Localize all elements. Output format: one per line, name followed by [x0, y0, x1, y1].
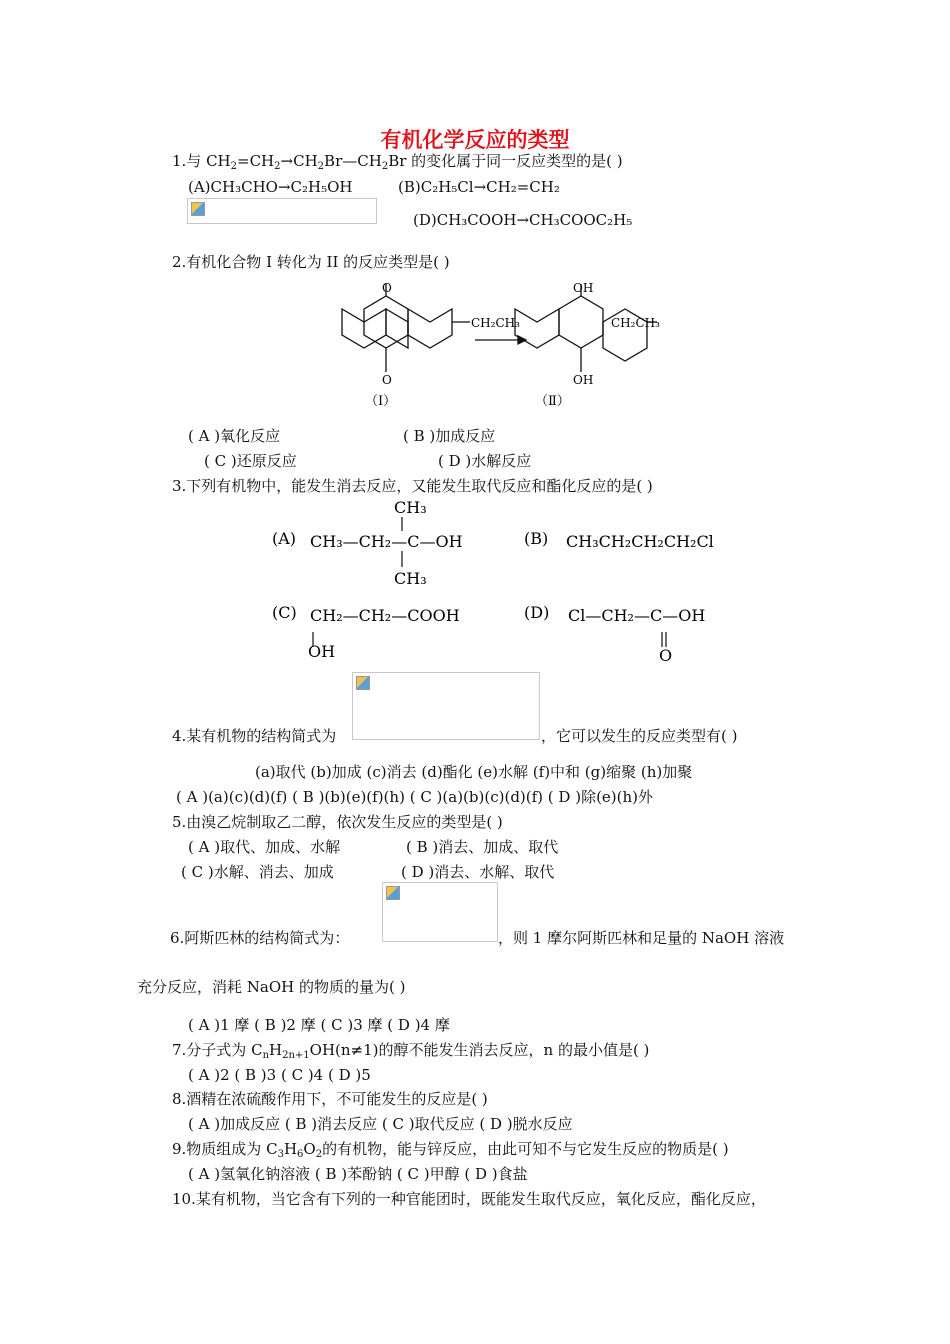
q2-option-a: ( A )氧化反应 [188, 427, 281, 445]
q1-stem: 1.与 $CH_2=CH_2\to CH_2Br—CH_2Br$ 的变化属于同一反应类型的是( ) [172, 152, 623, 172]
q3-A-main: CH₃—CH₂—C—OH [310, 532, 463, 551]
q5-option-d: ( D )消去、水解、取代 [401, 863, 555, 881]
q6-stem-a: 6.阿斯匹林的结构简式为： [170, 929, 350, 947]
broken-image-icon [386, 886, 400, 900]
q1-option-a: (A)CH₃CHO→C₂H₅OH [188, 178, 353, 196]
q3-A-ch3-top: CH₃ [394, 498, 427, 517]
q3-D-main: Cl—CH₂—C—OH [568, 606, 706, 625]
q3-D-label: (D) [524, 603, 550, 622]
q8-stem: 8.酒精在浓硫酸作用下，不可能发生的反应是( ) [172, 1090, 488, 1108]
hydroxyl-bottom: OH [573, 373, 594, 387]
q2-option-c: ( C )还原反应 [204, 452, 297, 470]
q2-option-b: ( B )加成反应 [403, 427, 496, 445]
q1-option-d: (D)CH₃COOH→CH₃COOC₂H₅ [413, 211, 633, 229]
q4-choices: ( A )(a)(c)(d)(f) ( B )(b)(e)(f)(h) ( C )(a)(b)(c)(d)(f) ( D )除(e)(h)外 [176, 788, 654, 806]
compound-I-label: （Ⅰ） [365, 394, 397, 409]
q4-options: (a)取代 (b)加成 (c)消去 (d)酯化 (e)水解 (f)中和 (g)缩聚 (h)加聚 [255, 763, 693, 781]
q4-structure-broken-image [352, 672, 540, 740]
q3-C-oh: OH [308, 642, 336, 661]
q5-option-c: ( C )水解、消去、加成 [181, 863, 334, 881]
ethyl-group-II: CH₂CH₃ [611, 316, 660, 330]
q6-choices: ( A )1 摩 ( B )2 摩 ( C )3 摩 ( D )4 摩 [188, 1016, 450, 1034]
q3-structures [268, 495, 738, 665]
broken-image-icon [191, 202, 205, 216]
q3-B-label: (B) [524, 529, 549, 548]
q3-A-ch3-bottom: CH₃ [394, 569, 427, 588]
hydroxyl-top: OH [573, 281, 594, 295]
q1-option-b: (B)C₂H₅Cl→CH₂=CH₂ [398, 178, 560, 196]
q6-aspirin-broken-image [382, 882, 498, 942]
q5-option-b: ( B )消去、加成、取代 [406, 838, 559, 856]
carbonyl-o-bottom: O [382, 373, 392, 387]
broken-image-icon [356, 676, 370, 690]
q2-stem: 2.有机化合物 I 转化为 II 的反应类型是( ) [172, 253, 450, 271]
q10-stem: 10.某有机物，当它含有下列的一种官能团时，既能发生取代反应，氧化反应，酯化反应， [172, 1190, 766, 1208]
page-title: 有机化学反应的类型 [380, 128, 570, 152]
carbonyl-o-top: O [382, 281, 392, 295]
q2-option-d: ( D )水解反应 [438, 452, 532, 470]
anthraquinone-reaction-diagram [335, 280, 665, 415]
q3-stem: 3.下列有机物中，能发生消去反应，又能发生取代反应和酯化反应的是( ) [172, 477, 653, 495]
q4-stem-b: ，它可以发生的反应类型有( ) [541, 727, 738, 745]
q6-stem-b: ，则 1 摩尔阿斯匹林和足量的 NaOH 溶液 [498, 929, 785, 947]
q7-stem: 7.分子式为 $C_nH_{2n+1}OH(n\ne 1)$的醇不能发生消去反应，n 的最小值是( ) [172, 1041, 650, 1061]
q7-choices: ( A )2 ( B )3 ( C )4 ( D )5 [188, 1066, 371, 1084]
q6-stem-c: 充分反应，消耗 NaOH 的物质的量为( ) [137, 978, 406, 996]
q3-D-o: O [659, 646, 673, 665]
q8-choices: ( A )加成反应 ( B )消去反应 ( C )取代反应 ( D )脱水反应 [188, 1115, 573, 1133]
q3-C-main: CH₂—CH₂—COOH [310, 606, 460, 625]
q3-A-label: (A) [272, 529, 297, 548]
q1-option-c-broken-image [187, 198, 377, 224]
q3-C-label: (C) [272, 603, 297, 622]
q3-B-main: CH₃CH₂CH₂CH₂Cl [566, 532, 714, 551]
ethyl-group-I: CH₂CH₃ [471, 316, 520, 330]
q9-stem: 9.物质组成为 $C_3H_6O_2$的有机物，能与锌反应，由此可知不与它发生反应的物质是( ) [172, 1140, 729, 1160]
q5-option-a: ( A )取代、加成、水解 [188, 838, 341, 856]
q4-stem-a: 4.某有机物的结构简式为 [172, 727, 337, 745]
compound-II-label: （Ⅱ） [535, 394, 570, 409]
q5-stem: 5.由溴乙烷制取乙二醇，依次发生反应的类型是( ) [172, 813, 503, 831]
q9-choices: ( A )氢氧化钠溶液 ( B )苯酚钠 ( C )甲醇 ( D )食盐 [188, 1165, 528, 1183]
